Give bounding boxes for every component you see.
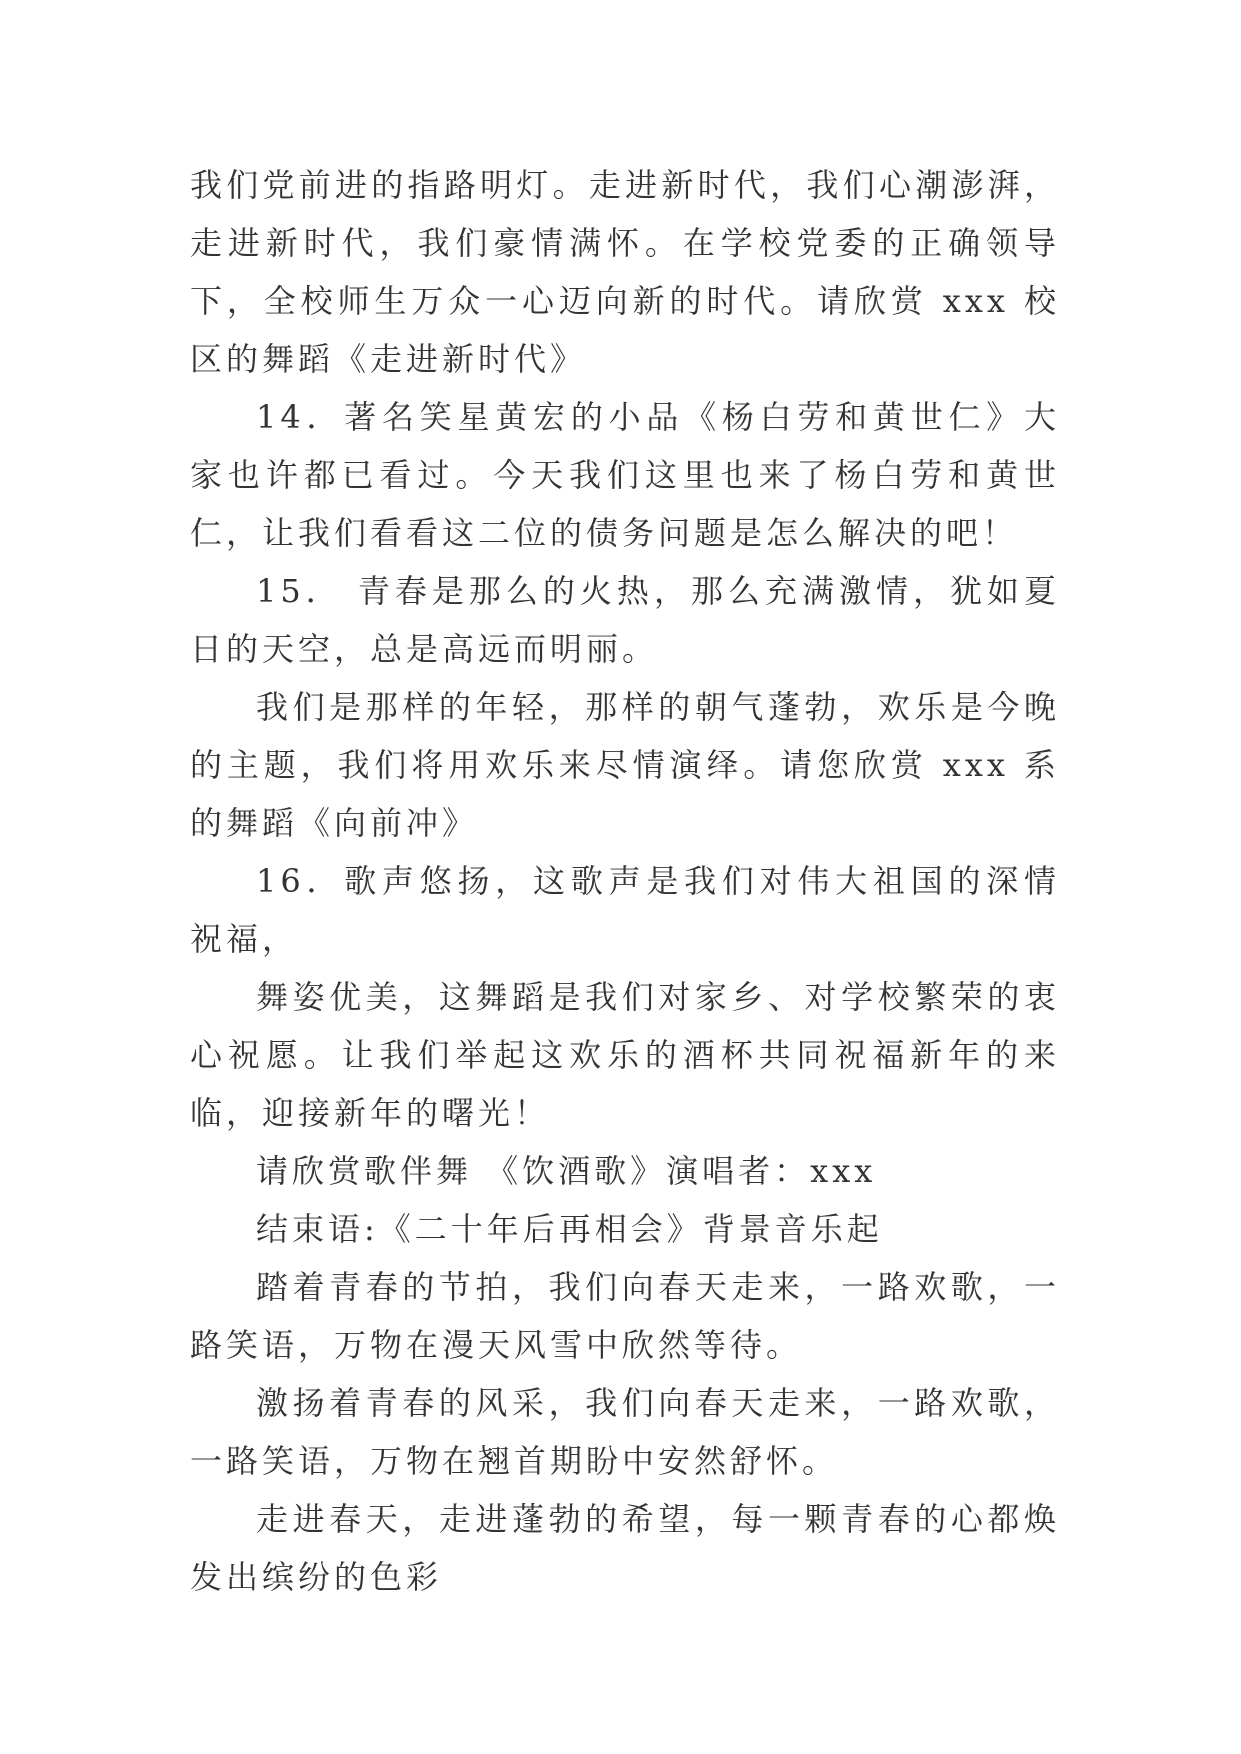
- paragraph-song-announcement: 请欣赏歌伴舞 《饮酒歌》演唱者：xxx: [256, 1152, 877, 1190]
- paragraph-closing-heading: 结束语:《二十年后再相会》背景音乐起: [256, 1210, 883, 1248]
- paragraph-closing-3: 走进春天，走进蓬勃的希望，每一颗青春的心都焕发出缤纷的色彩: [190, 1500, 1060, 1596]
- document-body: [190, 156, 1060, 1606]
- paragraph-dance-wishes: 舞姿优美，这舞蹈是我们对家乡、对学校繁荣的衷心祝愿。让我们举起这欢乐的酒杯共同祝福新年的来临，迎接新年的曙光！: [190, 978, 1060, 1132]
- paragraph-dance-new-era: 我们党前进的指路明灯。走进新时代，我们心潮澎湃，走进新时代，我们豪情满怀。在学校党委的正确领导下，全校师生万众一心迈向新的时代。请欣赏 xxx 校区的舞蹈《走进新时代》: [190, 166, 1060, 378]
- paragraph-closing-1: 踏着青春的节拍，我们向春天走来，一路欢歌，一路笑语，万物在漫天风雪中欣然等待。: [190, 1268, 1060, 1364]
- paragraph-item-14: 14．著名笑星黄宏的小品《杨白劳和黄世仁》大家也许都已看过。今天我们这里也来了杨白劳和黄世仁，让我们看看这二位的债务问题是怎么解决的吧！: [190, 398, 1060, 552]
- paragraph-dance-forward: 我们是那样的年轻，那样的朝气蓬勃，欢乐是今晚的主题，我们将用欢乐来尽情演绎。请您欣赏 xxx 系的舞蹈《向前冲》: [190, 688, 1060, 842]
- paragraph-closing-2: 激扬着青春的风采，我们向春天走来，一路欢歌，一路笑语，万物在翘首期盼中安然舒怀。: [190, 1384, 1060, 1480]
- paragraph-item-16: 16．歌声悠扬，这歌声是我们对伟大祖国的深情祝福，: [190, 862, 1060, 958]
- paragraph-item-15: 15． 青春是那么的火热，那么充满激情，犹如夏日的天空，总是高远而明丽。: [190, 572, 1060, 668]
